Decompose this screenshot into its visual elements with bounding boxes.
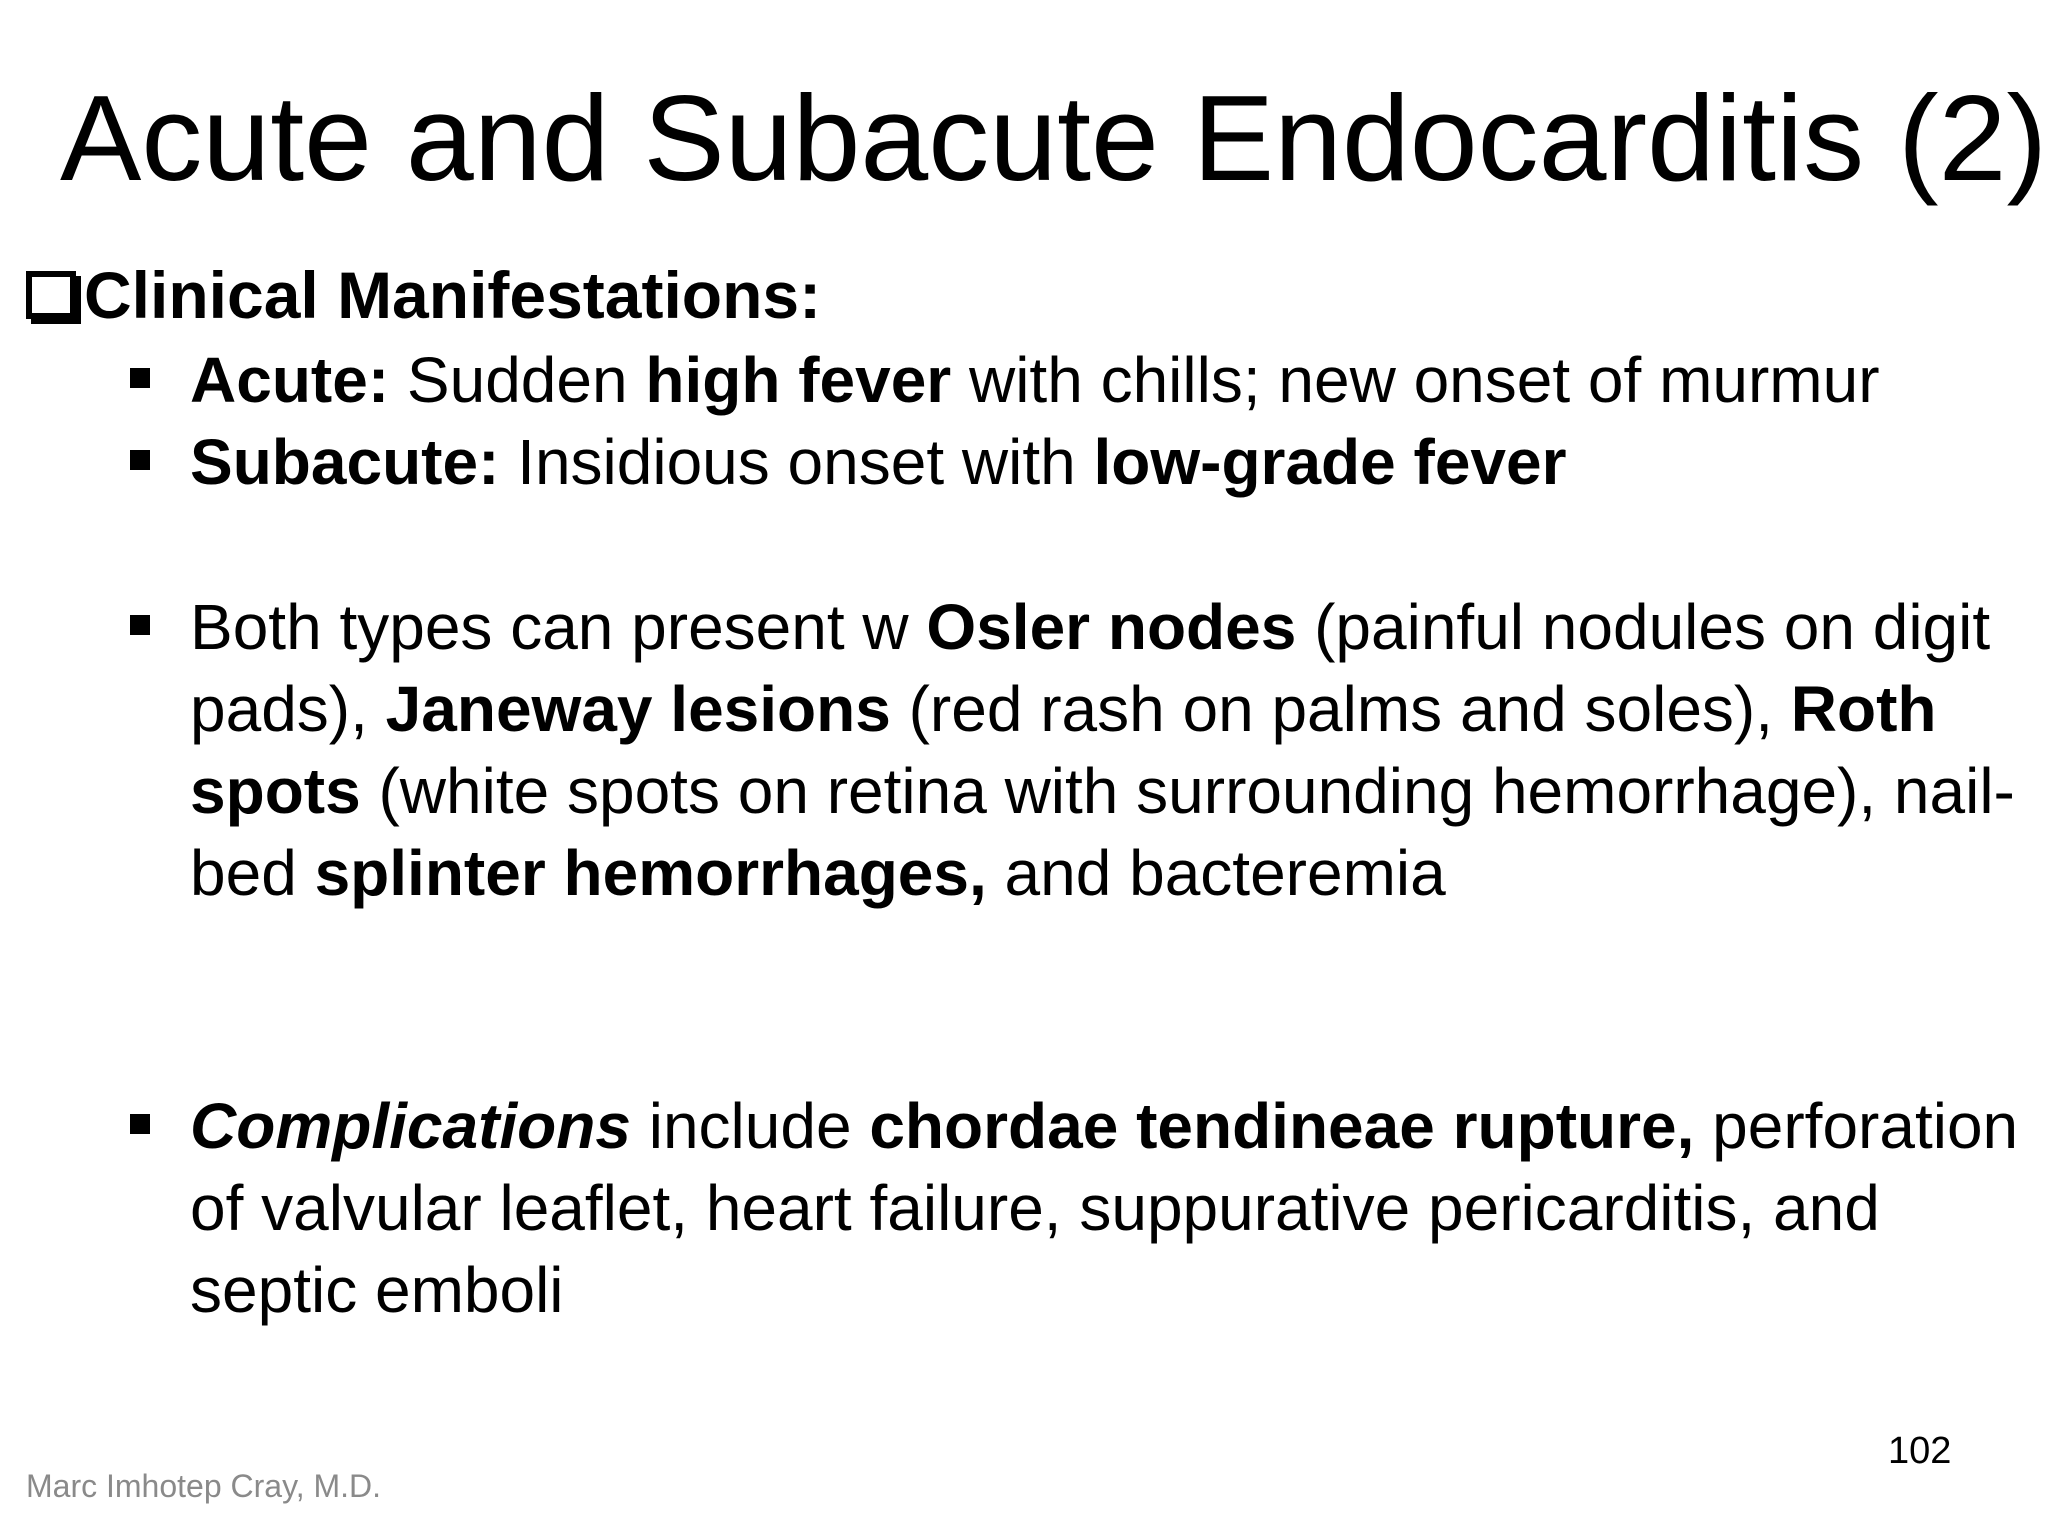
bullet-text: include	[630, 1090, 870, 1162]
bullet-text-bold: Janeway lesions	[385, 673, 891, 745]
bullet-text: perforation of valvular leaflet, heart failure, suppurative pericarditis, and septic emboli	[190, 1090, 2019, 1326]
bullet-acute	[190, 339, 2020, 421]
square-bullet-icon	[130, 368, 150, 388]
page-number: 102	[1888, 1430, 1952, 1472]
footer-author: Marc Imhotep Cray, M.D.	[26, 1468, 382, 1504]
bullet-text-bold-italic: Complications	[190, 1090, 631, 1162]
bullet-both-types	[190, 586, 2020, 914]
bullet-text-bold: high fever	[645, 344, 952, 416]
bullet-text-bold: Roth spots	[190, 673, 1937, 827]
section-heading	[26, 255, 821, 335]
square-bullet-icon	[130, 450, 150, 470]
square-bullet-icon	[130, 615, 150, 635]
bullet-subacute	[190, 421, 2020, 503]
bullet-text: (red rash on palms and soles),	[890, 673, 1791, 745]
slide-title: Acute and Subacute Endocarditis (2)	[60, 70, 2048, 206]
bullet-text: and bacteremia	[986, 837, 1446, 909]
bullet-text: (painful nodules on digit pads),	[190, 591, 1991, 745]
bullet-text: Insidious onset with	[499, 426, 1094, 498]
bullet-complications	[190, 1085, 2020, 1331]
bullet-text-bold: low-grade fever	[1093, 426, 1567, 498]
bullet-text: with chills; new onset of murmur	[951, 344, 1880, 416]
bullet-text: Sudden	[389, 344, 646, 416]
bullet-text-bold: Acute:	[190, 344, 390, 416]
bullet-text-bold: chordae tendineae rupture,	[869, 1090, 1695, 1162]
checkbox-icon	[26, 271, 76, 319]
bullet-text: (white spots on retina with surrounding hemorrhage), nail-bed	[190, 755, 2015, 909]
square-bullet-icon	[130, 1114, 150, 1134]
bullet-text: Both types can present w	[190, 591, 927, 663]
bullet-text-bold: Subacute:	[190, 426, 500, 498]
bullet-text-bold: Osler nodes	[926, 591, 1297, 663]
section-heading-text: Clinical Manifestations:	[84, 258, 822, 332]
bullet-text-bold: splinter hemorrhages,	[314, 837, 987, 909]
